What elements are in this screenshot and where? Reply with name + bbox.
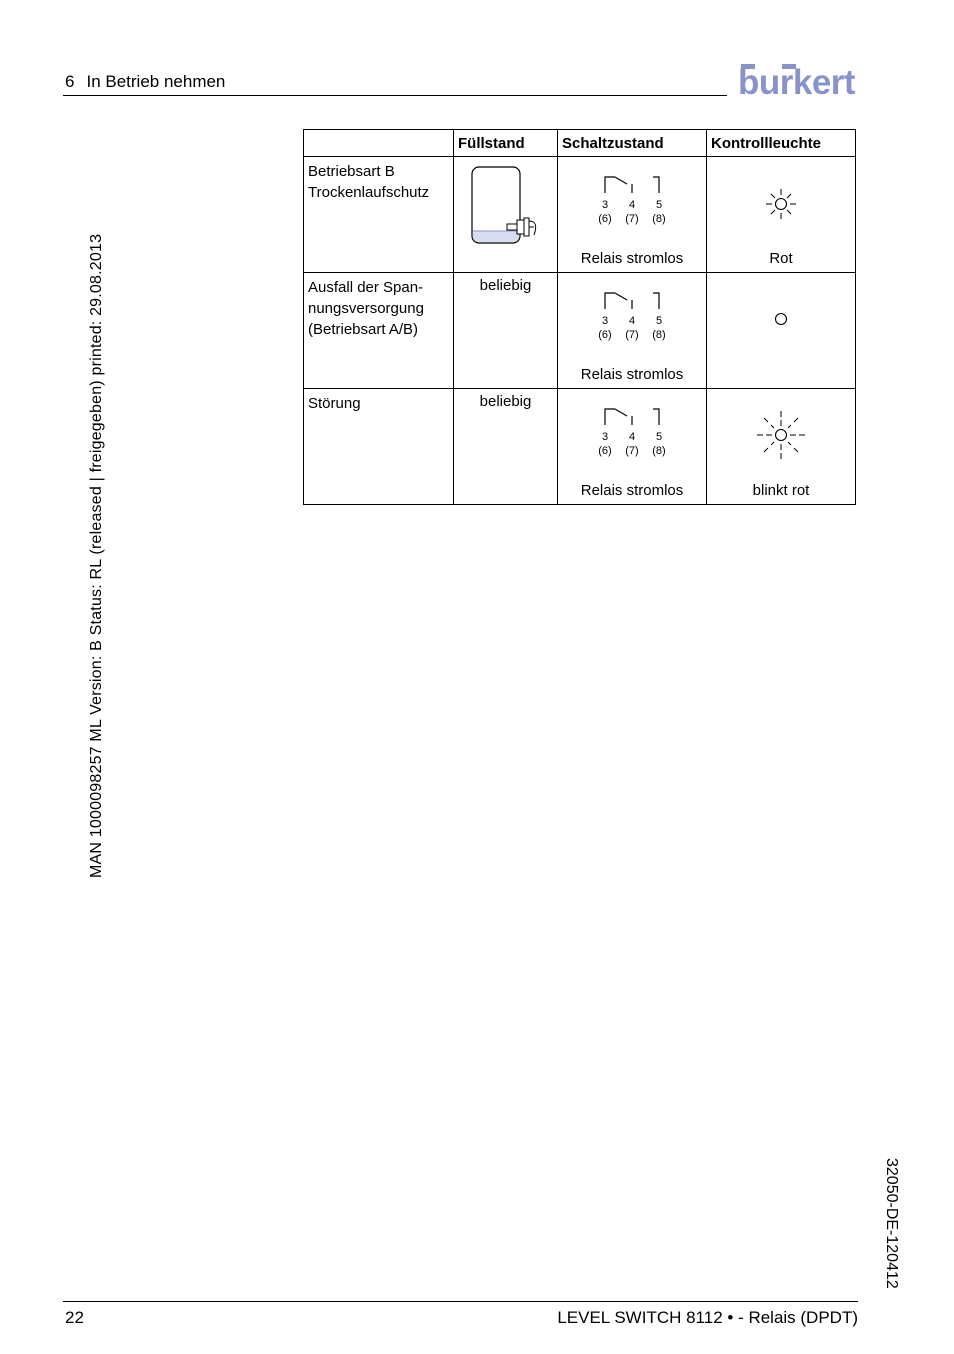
table-row [304,157,856,273]
mode-line: Trockenlaufschutz [308,184,430,201]
operating-state-table [303,129,856,505]
page-number: 22 [65,1308,84,1327]
burkert-logo [738,62,858,100]
switch-state-cell [558,273,707,389]
mode-line: Betriebsart B [308,163,395,180]
led-lit-icon [764,187,798,221]
indicator-label: Rot [769,250,793,267]
relay-state-label: Relais stromlos [580,366,684,383]
terminal-number: 5 [655,431,663,443]
footer-rule [63,1301,858,1302]
terminal-number: 3 [601,199,609,211]
fill-cell [454,389,558,505]
relay-state-label: Relais stromlos [580,482,684,499]
indicator-cell [707,157,856,273]
mode-line: Störung [308,395,361,412]
table-row [304,273,856,389]
terminal-number: 4 [628,431,636,443]
relay-contact-icon [595,405,671,459]
section-heading [65,72,225,92]
switch-state-cell [558,157,707,273]
mode-line: nungsversorgung [308,300,424,317]
relay-contact-icon [595,289,671,343]
terminal-alt-number: (7) [625,213,639,225]
mode-line: (Betriebsart A/B) [308,321,419,338]
terminal-alt-number: (8) [652,445,666,457]
indicator-cell [707,273,856,389]
indicator-label: blinkt rot [752,482,810,499]
table-row [304,389,856,505]
terminal-number: 3 [601,315,609,327]
product-name: LEVEL SWITCH 8112 • - Relais (DPDT) [557,1308,858,1327]
relay-contact-icon [595,173,671,227]
section-number: 6 [65,72,75,91]
mode-cell [304,389,454,505]
document-status-text: MAN 1000098257 ML Version: B Status: RL (released | freigegeben) printed: 29.08.2013 [88,233,105,878]
terminal-number: 4 [628,199,636,211]
terminal-alt-number: (8) [652,213,666,225]
terminal-alt-number: (6) [598,329,612,341]
switch-state-cell [558,389,707,505]
led-off-icon [774,312,788,326]
relay-state-label: Relais stromlos [580,250,684,267]
mode-cell [304,273,454,389]
terminal-alt-number: (7) [625,445,639,457]
terminal-number: 5 [655,315,663,327]
terminal-alt-number: (7) [625,329,639,341]
indicator-cell [707,389,856,505]
fill-cell [454,157,558,273]
fill-label: beliebig [479,393,532,410]
tank-low-level-icon [470,165,546,247]
header-rule [63,95,727,96]
header-cell-indicator: Kontrollleuchte [707,130,856,157]
terminal-alt-number: (8) [652,329,666,341]
terminal-alt-number: (6) [598,213,612,225]
terminal-number: 4 [628,315,636,327]
header-cell-mode [304,130,454,157]
fill-cell [454,273,558,389]
header-cell-fill: Füllstand [454,130,558,157]
mode-cell [304,157,454,273]
terminal-number: 5 [655,199,663,211]
mode-line: Ausfall der Span- [308,279,424,296]
table-header-row [304,130,856,157]
header-cell-switch-state: Schaltzustand [558,130,707,157]
document-code: 32050-DE-120412 [883,1158,900,1289]
terminal-number: 3 [601,431,609,443]
logo-word: burkert [738,63,856,102]
terminal-alt-number: (6) [598,445,612,457]
section-title: In Betrieb nehmen [86,72,226,91]
fill-label: beliebig [479,277,532,294]
led-blinking-icon [755,409,807,461]
